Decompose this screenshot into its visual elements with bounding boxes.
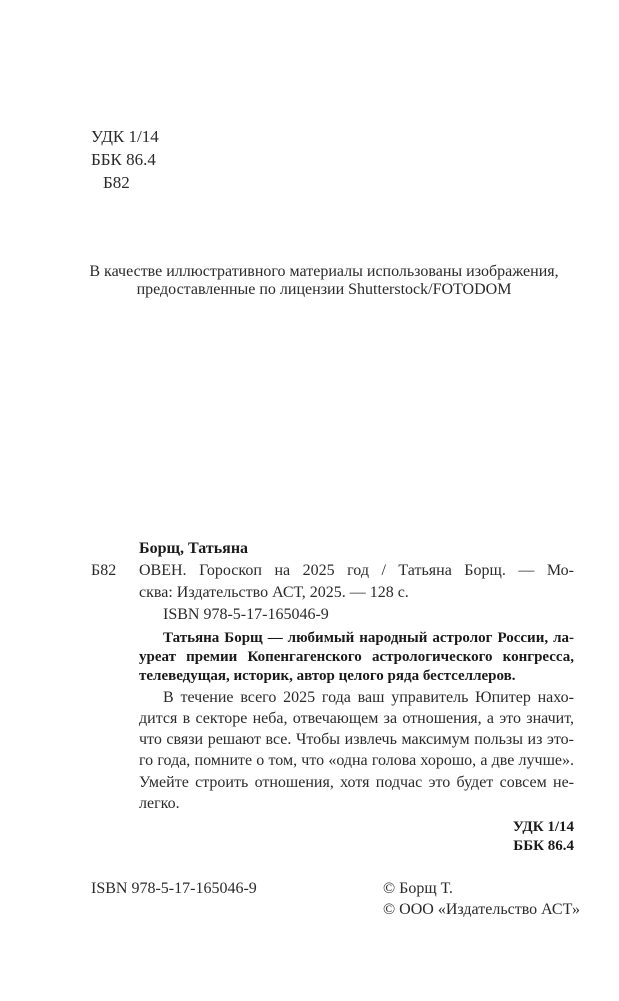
bio-line: уреат премии Копенгагенского астрологического конгресса, — [139, 649, 574, 665]
annotation-line: го года, помните о том, что «одна голова хорошо, а две лучше». — [139, 752, 574, 769]
annotation-line: легко. — [139, 795, 180, 812]
copyright-publisher: © ООО «Издательство АСТ» — [383, 901, 580, 918]
annotation-line: Умейте строить отношения, хотя подчас это будет совсем не- — [139, 774, 574, 791]
top-bbk: ББК 86.4 — [91, 150, 156, 169]
annotation-line: что связи решают все. Чтобы извлечь максимум пользы из это- — [139, 731, 574, 748]
catalog-title-line: сква: Издательство АСТ, 2025. — 128 с. — [139, 584, 409, 601]
catalog-title-line: ОВЕН. Гороскоп на 2025 год / Татьяна Борщ. — Мо- — [139, 562, 574, 579]
annotation-line: В течение всего 2025 года ваш управитель Юпитер нахо- — [163, 689, 574, 706]
footer-isbn: ISBN 978-5-17-165046-9 — [91, 880, 257, 897]
credit-line: предоставленные по лицензии Shutterstock/FOTODOM — [136, 281, 512, 298]
top-udk: УДК 1/14 — [91, 127, 159, 146]
catalog-author: Борщ, Татьяна — [139, 540, 249, 557]
bio-line: Татьяна Борщ — любимый народный астролог России, ла- — [163, 630, 574, 646]
annotation-line: дится в секторе неба, отвечающем за отношения, а это значит, — [139, 710, 574, 727]
catalog-udk: УДК 1/14 — [512, 819, 574, 835]
catalog-author-mark: Б82 — [91, 562, 117, 579]
catalog-isbn: ISBN 978-5-17-165046-9 — [163, 606, 329, 623]
catalog-bbk: ББК 86.4 — [513, 838, 574, 854]
copyright-author: © Борщ Т. — [383, 880, 453, 897]
bio-line: телеведущая, историк, автор целого ряда бестселлеров. — [139, 668, 516, 684]
top-author-mark: Б82 — [103, 173, 130, 192]
credit-line: В качестве иллюстративного материалы использованы изображения, — [89, 263, 559, 280]
